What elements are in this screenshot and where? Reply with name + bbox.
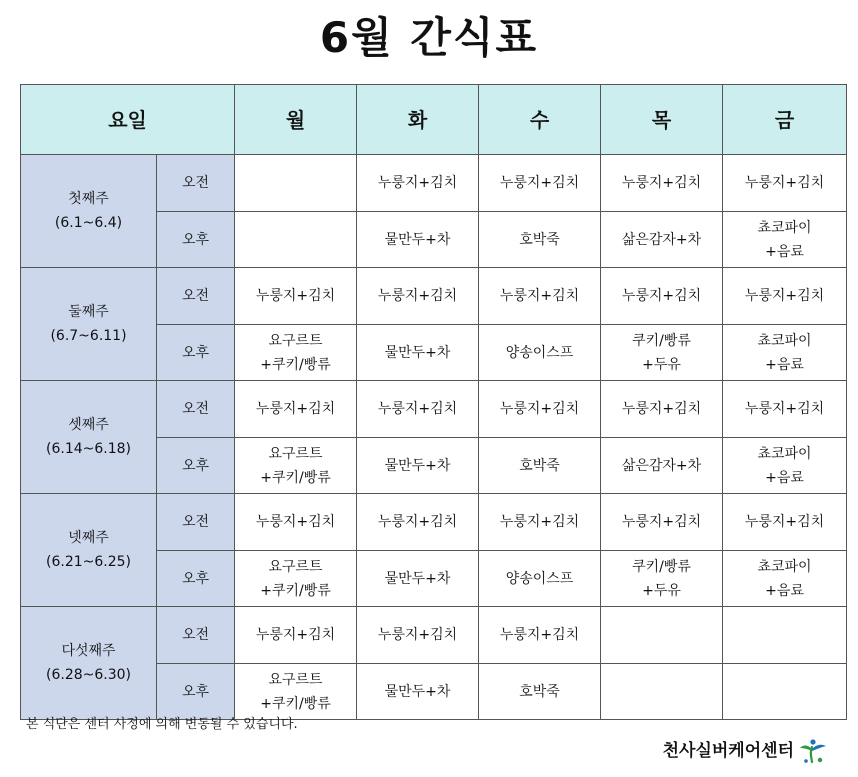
menu-cell-mon-am: 누룽지+김치 xyxy=(235,381,357,438)
slot-am-label: 오전 xyxy=(157,268,235,325)
week-date-range: (6.21~6.25) xyxy=(46,554,131,570)
header-tue: 화 xyxy=(357,85,479,155)
week-date-range: (6.14~6.18) xyxy=(46,441,131,457)
menu-cell-mon-pm xyxy=(235,325,357,381)
org-name: 천사실버케어센터 xyxy=(662,741,794,761)
menu-item-line: 쿠키/빵류 xyxy=(632,558,691,575)
week-name: 넷째주 xyxy=(68,530,109,546)
menu-item-line: 물만두+차 xyxy=(384,457,451,474)
slot-pm-label: 오후 xyxy=(157,325,235,381)
menu-item-line: +쿠키/빵류 xyxy=(260,582,331,599)
menu-item-line: 물만두+차 xyxy=(384,570,451,587)
menu-cell-tue-pm xyxy=(357,438,479,494)
menu-cell-tue-am: 누룽지+김치 xyxy=(357,268,479,325)
menu-item-line: 삶은감자+차 xyxy=(621,457,702,474)
menu-cell-thu-pm xyxy=(601,438,723,494)
slot-am-label: 오전 xyxy=(157,381,235,438)
menu-cell-thu-am: 누룽지+김치 xyxy=(601,155,723,212)
slot-pm-label: 오후 xyxy=(157,664,235,720)
week-4-am-row xyxy=(21,494,847,551)
week-3-am-row xyxy=(21,381,847,438)
menu-item-line: 물만두+차 xyxy=(384,683,451,700)
menu-cell-wed-pm xyxy=(479,212,601,268)
menu-cell-fri-pm xyxy=(723,438,847,494)
menu-cell-thu-am: 누룽지+김치 xyxy=(601,494,723,551)
menu-item-line: 호박죽 xyxy=(519,457,560,474)
menu-item-line: +쿠키/빵류 xyxy=(260,469,331,486)
week-2-am-row xyxy=(21,268,847,325)
header-thu: 목 xyxy=(601,85,723,155)
angel-logo-icon xyxy=(798,736,828,766)
footer-org xyxy=(663,736,828,766)
week-label xyxy=(21,268,157,381)
menu-item-line: +음료 xyxy=(765,243,804,260)
menu-cell-fri-pm xyxy=(723,325,847,381)
menu-item-line: +두유 xyxy=(642,582,681,599)
menu-cell-tue-am: 누룽지+김치 xyxy=(357,155,479,212)
menu-cell-fri-am: 누룽지+김치 xyxy=(723,268,847,325)
menu-item-line: 호박죽 xyxy=(519,231,560,248)
menu-cell-tue-am: 누룽지+김치 xyxy=(357,607,479,664)
menu-cell-thu-pm xyxy=(601,325,723,381)
menu-item-line: +음료 xyxy=(765,582,804,599)
menu-cell-mon-pm xyxy=(235,438,357,494)
menu-cell-tue-pm xyxy=(357,212,479,268)
menu-cell-mon-am xyxy=(235,155,357,212)
week-label xyxy=(21,494,157,607)
page-title: 6월 간식표 xyxy=(319,13,539,62)
menu-cell-fri-am xyxy=(723,607,847,664)
menu-cell-fri-am: 누룽지+김치 xyxy=(723,494,847,551)
menu-cell-fri-pm xyxy=(723,664,847,720)
menu-cell-mon-am: 누룽지+김치 xyxy=(235,268,357,325)
menu-cell-wed-am: 누룽지+김치 xyxy=(479,268,601,325)
header-mon: 월 xyxy=(235,85,357,155)
menu-item-line: 호박죽 xyxy=(519,683,560,700)
menu-item-line: 쵸코파이 xyxy=(757,332,812,349)
week-label xyxy=(21,381,157,494)
week-label xyxy=(21,607,157,720)
menu-item-line: 쵸코파이 xyxy=(757,219,812,236)
menu-cell-fri-am: 누룽지+김치 xyxy=(723,381,847,438)
slot-am-label: 오전 xyxy=(157,494,235,551)
menu-cell-mon-am: 누룽지+김치 xyxy=(235,494,357,551)
menu-item-line: +쿠키/빵류 xyxy=(260,695,331,712)
menu-cell-tue-am: 누룽지+김치 xyxy=(357,381,479,438)
menu-cell-wed-pm xyxy=(479,551,601,607)
menu-cell-tue-pm xyxy=(357,325,479,381)
header-row xyxy=(21,85,847,155)
menu-item-line: 쿠키/빵류 xyxy=(632,332,691,349)
week-1-am-row xyxy=(21,155,847,212)
week-date-range: (6.28~6.30) xyxy=(46,667,131,683)
header-day: 요일 xyxy=(21,85,235,155)
menu-cell-fri-pm xyxy=(723,551,847,607)
week-name: 첫째주 xyxy=(68,191,109,207)
menu-item-line: 양송이스프 xyxy=(505,570,574,587)
menu-item-line: 요구르트 xyxy=(268,671,323,688)
menu-item-line: 요구르트 xyxy=(268,332,323,349)
menu-item-line: 물만두+차 xyxy=(384,344,451,361)
week-name: 다섯째주 xyxy=(61,643,116,659)
menu-cell-thu-pm xyxy=(601,664,723,720)
menu-cell-tue-pm xyxy=(357,664,479,720)
notice-text: 본 식단은 센터 사정에 의해 변동될 수 있습니다. xyxy=(26,717,298,732)
menu-item-line: 쵸코파이 xyxy=(757,445,812,462)
menu-cell-tue-am: 누룽지+김치 xyxy=(357,494,479,551)
menu-item-line: 물만두+차 xyxy=(384,231,451,248)
menu-cell-wed-pm xyxy=(479,325,601,381)
menu-cell-wed-am: 누룽지+김치 xyxy=(479,607,601,664)
menu-cell-fri-pm xyxy=(723,212,847,268)
menu-cell-tue-pm xyxy=(357,551,479,607)
week-date-range: (6.7~6.11) xyxy=(50,328,127,344)
menu-item-line: 쵸코파이 xyxy=(757,558,812,575)
week-date-range: (6.1~6.4) xyxy=(54,215,123,231)
menu-cell-wed-pm xyxy=(479,438,601,494)
menu-cell-thu-am: 누룽지+김치 xyxy=(601,381,723,438)
menu-item-line: +음료 xyxy=(765,356,804,373)
week-name: 셋째주 xyxy=(68,417,109,433)
menu-item-line: 요구르트 xyxy=(268,558,323,575)
week-name: 둘째주 xyxy=(68,304,109,320)
menu-cell-mon-pm xyxy=(235,551,357,607)
slot-am-label: 오전 xyxy=(157,155,235,212)
menu-cell-wed-pm xyxy=(479,664,601,720)
week-5-am-row xyxy=(21,607,847,664)
menu-cell-mon-am: 누룽지+김치 xyxy=(235,607,357,664)
menu-cell-wed-am: 누룽지+김치 xyxy=(479,155,601,212)
menu-item-line: +두유 xyxy=(642,356,681,373)
menu-cell-thu-pm xyxy=(601,212,723,268)
menu-cell-thu-am: 누룽지+김치 xyxy=(601,268,723,325)
slot-pm-label: 오후 xyxy=(157,551,235,607)
slot-pm-label: 오후 xyxy=(157,438,235,494)
slot-am-label: 오전 xyxy=(157,607,235,664)
slot-pm-label: 오후 xyxy=(157,212,235,268)
week-label xyxy=(21,155,157,268)
menu-cell-wed-am: 누룽지+김치 xyxy=(479,381,601,438)
menu-item-line: 삶은감자+차 xyxy=(621,231,702,248)
menu-cell-mon-pm xyxy=(235,664,357,720)
menu-item-line: +음료 xyxy=(765,469,804,486)
menu-item-line: 양송이스프 xyxy=(505,344,574,361)
menu-cell-thu-pm xyxy=(601,551,723,607)
snack-menu-table xyxy=(20,84,847,720)
menu-item-line: +쿠키/빵류 xyxy=(260,356,331,373)
header-wed: 수 xyxy=(479,85,601,155)
menu-item-line: 요구르트 xyxy=(268,445,323,462)
menu-cell-fri-am: 누룽지+김치 xyxy=(723,155,847,212)
menu-cell-wed-am: 누룽지+김치 xyxy=(479,494,601,551)
menu-cell-thu-am xyxy=(601,607,723,664)
header-fri: 금 xyxy=(723,85,847,155)
menu-cell-mon-pm xyxy=(235,212,357,268)
